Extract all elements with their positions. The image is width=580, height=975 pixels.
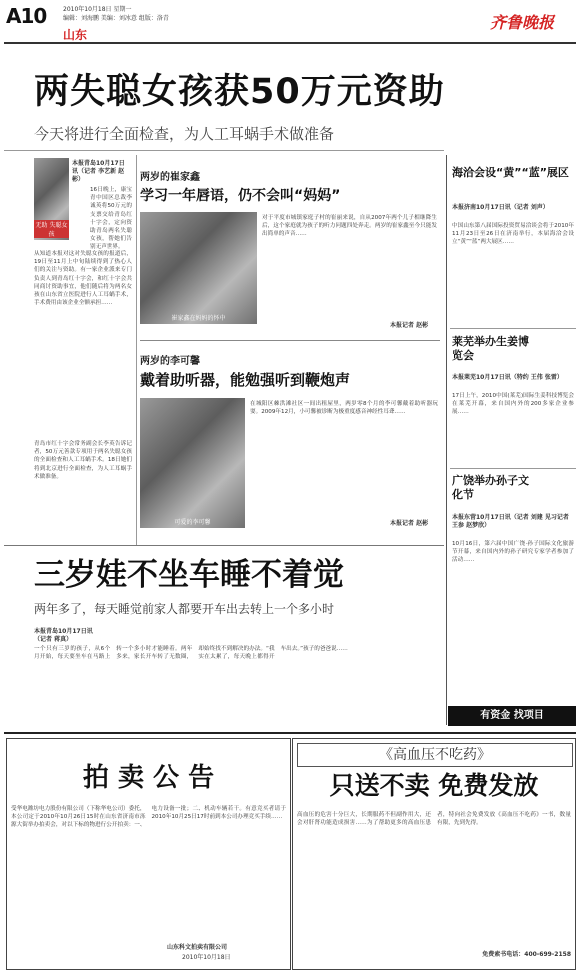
date-line: 2010年10月18日 星期一 [63,6,132,13]
second-byline: 本报青岛10月17日讯（记者 蒋真） [34,628,93,643]
top-subhead: 今天将进行全面检查，为人工耳蜗手术做准备 [34,125,335,143]
sidebar-rule-2 [450,468,576,469]
ad-phone: 免费索书电话：400-699-2158 [482,951,571,958]
top-body-3: 青岛市红十字会常务副会长李英告诉记者，50万元善款专项用于两名失聪女孩的全面检查和人工耳蜗手术。18日她们将到北京进行全面检查，为人工耳蜗手术做准备。 [34,441,132,480]
header-rule [4,42,576,44]
story-body-2: 在城阳区棘洪滩社区一间出租屋里，两岁零8个月的李可馨戴着助听器玩耍。2009年12月，小可馨被诊断为极重度感音神经性耳聋…… [250,401,438,416]
story-head-2: 戴着助听器，能勉强听到鞭炮声 [140,371,351,389]
story-byline-2: 本报记者 赵彬 [390,520,429,527]
page-header [0,0,580,40]
sidebar-head-3: 广饶举办孙子文化节 [452,474,529,501]
book-ad [292,738,576,970]
top-headline: 两失聪女孩获50万元资助 [34,72,445,112]
second-subhead: 两年多了，每天睡觉前家人都要开车出去转上一个多小时 [34,602,335,616]
story-label-1: 两岁的崔家鑫 [140,172,200,183]
sidebar-byline-3: 本报东营10月17日讯（记者 刘建 见习记者 王参 赵梦欣） [452,514,569,529]
girl-photo [34,158,69,240]
sidebar-ad-label: 有资金 找项目 [448,706,576,726]
second-rule [4,545,444,546]
sidebar-rule-1 [450,328,576,329]
ad-banner: 《高血压不吃药》 [297,743,573,767]
sidebar-body-3: 10月16日，第六届中国广饶·孙子国际文化旅游节开幕，来自国内外的孙子研究专家学者参加了活动…… [452,541,574,564]
second-body: 一个只有三岁的孩子，从6个月开始，每天要坐车在马路上转一个多小时才能睡着。两年多来，家长开车转了无数圈，却始终找不到解决的办法。“我实在太累了，每天晚上都得开车出去。”孩子的爸爸说…… [34,646,348,661]
sidebar-head-2: 莱芜举办生姜博览会 [452,335,529,362]
story-head-1: 学习一年唇语，仍不会叫“妈妈” [140,188,341,204]
auction-company: 山东科文拍卖有限公司 [167,944,228,951]
page-number: A10 [6,4,47,28]
photo-caption: 无助 失聪女孩 [35,222,68,238]
sidebar-body-1: 中国山东第八届国际投资贸易洽谈会将于2010年11月23日至26日在济南举行，本届海洽会设立“黄”“蓝”两大展区…… [452,223,574,246]
auction-notice [6,738,291,970]
ad-title: 只送不卖 免费发放 [329,771,539,800]
top-body-2: 从知道本报对这对失聪女孩的报道后，19日至11月上中旬陆续得到了热心人们的关注与资助。有一家企业派来专门负责人到青岛红十字会，和红十字会共同商讨资助事宜，他们随后将为两名女孩在山东省立医院进行人工耳蜗手术，手术费用由该企业全额承担…… [34,251,132,307]
auction-date: 2010年10月18日 [182,954,231,961]
story-byline-1: 本报记者 赵彬 [390,322,429,329]
top-rule [4,150,444,151]
second-headline: 三岁娃不坐车睡不着觉 [34,557,344,593]
auction-title: 拍 卖 公 告 [82,763,215,793]
column-divider [136,155,137,545]
sidebar-byline-2: 本报莱芜10月17日讯（特约 王伟 张雷） [452,374,563,381]
ad-body: 高血压的危害十分巨大，长期服药不但副作用大，还会对肝肾功能造成损害……为了帮助更多的高血压患者，特向社会免费发放《高血压不吃药》一书，数量有限，先到先得。 [297,812,571,827]
newspaper-logo: 齐鲁晚报 [490,13,555,32]
story-body-1: 对于平度市城镇家庭子村的崔丽来说，自从2007年两个儿子相继降生后，这个家庭就为孩子的听力问题四处奔走。两岁的崔家鑫至今只能发出简单的声音…… [262,215,437,238]
sidebar-byline-1: 本报济南10月17日讯（记者 刘声） [452,204,549,211]
photo-caption-1: 崔家鑫在妈妈的怀中 [171,315,226,322]
bottom-rule [4,732,576,734]
sidebar-body-2: 17日上午，2010中国(莱芜)国际生姜科技博览会在莱芜开幕，来自国内外的200多家企业参展…… [452,393,574,416]
top-body-1: 16日晚上，康宝青中国区总裁李诚英将50万元的支票交给青岛红十字会，定向资助青岛两名失聪女孩，帮她们告别无声世界。 [90,187,132,251]
story-label-2: 两岁的李可馨 [140,356,200,367]
sidebar-divider [446,155,447,725]
photo-caption-2: 可爱的李可馨 [174,519,211,526]
auction-body: 受华电潍坊电力股份有限公司（下称华电公司）委托，本公司定于2010年10月26日15时在山东省济南市泺源大街举办拍卖会，对以下标的物进行公开拍卖：一、电力设备一批；二、机动车辆若干。有意竞买者请于2010年10月25日17时前到本公司办理竞买手续…… [11,806,286,829]
sidebar-head-1: 海洽会设“黄”“蓝”展区 [452,166,569,179]
li-photo [140,398,245,528]
top-byline: 本报青岛10月17日讯（记者 李艺新 赵彬） [72,160,125,183]
cui-photo [140,212,257,324]
section-name: 山东 [63,28,88,42]
mid-rule [140,340,440,341]
editors-line: 编辑：刘海鹏 美编：刘冰意 组版：洛青 [63,15,169,22]
